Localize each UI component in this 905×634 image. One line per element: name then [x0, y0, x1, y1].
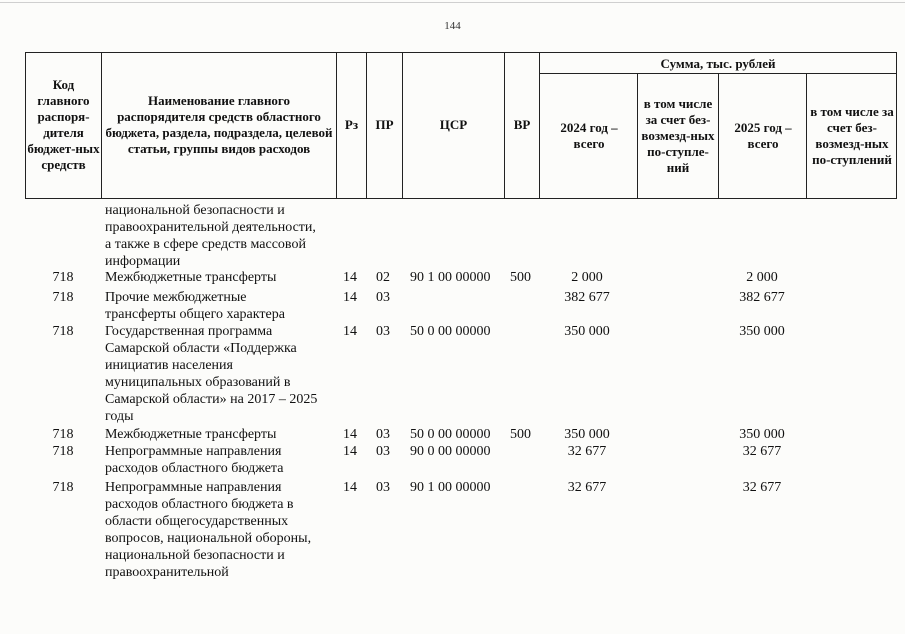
header-rz: Рз — [344, 117, 359, 132]
row-pr: 03 — [376, 427, 390, 442]
header-2024-free: в том числе за счет без-возмезд-ных по-ступле-ний — [641, 96, 715, 175]
header-2024-total: 2024 год – всего — [560, 120, 618, 151]
header-divider — [539, 73, 897, 74]
header-2025-total: 2025 год – всего — [734, 120, 792, 151]
header-pr: ПР — [375, 117, 394, 132]
row-vr: 500 — [510, 270, 531, 285]
header-divider — [101, 52, 102, 199]
header-code: Код главного распоря-дителя бюджет-ных средств — [27, 77, 100, 172]
header-2025-free: в том числе за счет без-возмезд-ных по-ступлений — [810, 104, 894, 167]
row-csr: 50 0 00 00000 — [410, 324, 491, 339]
row-2025: 350 000 — [739, 324, 785, 339]
header-name: Наименование главного распорядителя средств областного бюджета, раздела, подраздела, целевой статьи, группы видов расходов — [105, 93, 333, 156]
scan-edge-line — [0, 2, 905, 3]
header-vr: ВР — [513, 117, 531, 132]
continuation-text: национальной безопасности и правоохранительной деятельности, а также в сфере средств массовой информации — [105, 203, 316, 269]
header-divider — [539, 52, 540, 199]
row-2025: 382 677 — [739, 290, 785, 305]
row-name: Непрограммные направления расходов областного бюджета — [105, 444, 284, 476]
row-csr: 50 0 00 00000 — [410, 427, 491, 442]
header-divider — [637, 73, 638, 199]
header-sum: Сумма, тыс. рублей — [660, 55, 776, 71]
row-pr: 03 — [376, 324, 390, 339]
row-name: Межбюджетные трансферты — [105, 270, 277, 285]
row-pr: 02 — [376, 270, 390, 285]
header-divider — [718, 73, 719, 199]
row-code: 718 — [52, 270, 74, 285]
header-divider — [806, 73, 807, 199]
row-2024: 350 000 — [564, 427, 610, 442]
row-code: 718 — [52, 324, 74, 339]
row-pr: 03 — [376, 480, 390, 495]
row-code: 718 — [52, 480, 74, 495]
row-pr: 03 — [376, 290, 390, 305]
row-2024: 382 677 — [564, 290, 610, 305]
row-2025: 32 677 — [742, 444, 782, 459]
row-2025: 32 677 — [742, 480, 782, 495]
row-rz: 14 — [343, 290, 357, 305]
row-name: Прочие межбюджетные трансферты общего характера — [105, 290, 285, 322]
row-rz: 14 — [343, 427, 357, 442]
row-csr: 90 0 00 00000 — [410, 444, 491, 459]
page-number: 144 — [444, 20, 461, 32]
row-code: 718 — [52, 444, 74, 459]
row-rz: 14 — [343, 444, 357, 459]
row-rz: 14 — [343, 270, 357, 285]
header-csr: ЦСР — [439, 117, 468, 132]
row-2025: 350 000 — [739, 427, 785, 442]
row-name: Межбюджетные трансферты — [105, 427, 277, 442]
row-code: 718 — [52, 290, 74, 305]
row-name: Государственная программа Самарской области «Поддержка инициатив населения муниципальных образований в Самарской области» на 2017 – 2025 годы — [105, 324, 318, 424]
row-vr: 500 — [510, 427, 531, 442]
row-2024: 2 000 — [571, 270, 603, 285]
row-2025: 2 000 — [746, 270, 778, 285]
row-2024: 32 677 — [567, 444, 607, 459]
row-name: Непрограммные направления расходов областного бюджета в области общегосударственных вопросов, национальной обороны, национальной безопасности и правоохранительной — [105, 480, 312, 580]
row-pr: 03 — [376, 444, 390, 459]
row-rz: 14 — [343, 480, 357, 495]
row-csr: 90 1 00 00000 — [410, 270, 491, 285]
row-csr: 90 1 00 00000 — [410, 480, 491, 495]
row-code: 718 — [52, 427, 74, 442]
row-2024: 32 677 — [567, 480, 607, 495]
row-2024: 350 000 — [564, 324, 610, 339]
row-rz: 14 — [343, 324, 357, 339]
